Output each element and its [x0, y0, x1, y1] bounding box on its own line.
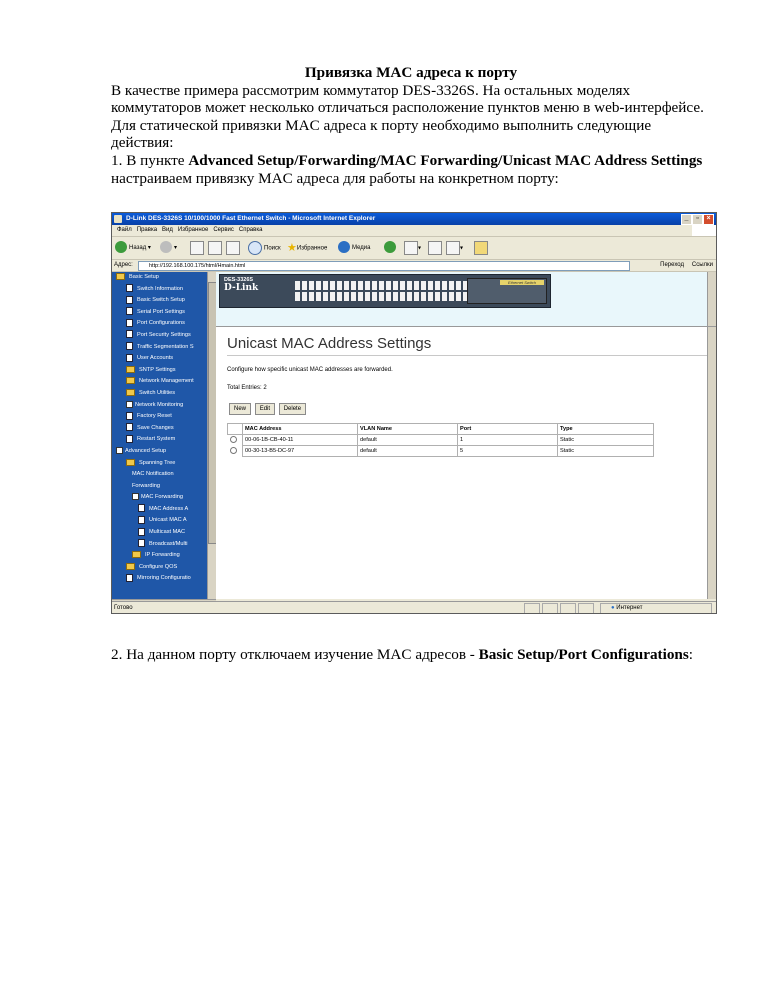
tree-item-label: Switch Information	[137, 285, 184, 292]
tree-item-label: Network Management	[139, 378, 194, 385]
device-model: DES-3326S	[224, 277, 254, 283]
menu-bar	[112, 225, 716, 237]
home-icon	[226, 241, 240, 255]
stop-icon	[190, 241, 204, 255]
tree-item[interactable]	[112, 481, 208, 493]
nav-scroll-thumb[interactable]	[208, 282, 216, 544]
tree-item-label: User Accounts	[137, 355, 174, 362]
folder-icon	[126, 389, 135, 396]
tree-item-label: Forwarding	[132, 482, 160, 489]
status-bar	[112, 601, 716, 614]
switch-side-panel	[467, 278, 547, 304]
history-button[interactable]	[384, 241, 398, 255]
folder-icon	[474, 241, 488, 255]
back-button[interactable]: Назад ▾	[115, 241, 151, 255]
device-brand: D-Link	[224, 283, 259, 293]
type-cell: Static	[558, 435, 654, 446]
tree-item-label: Mirroring Configuratio	[137, 575, 191, 582]
page-icon	[126, 284, 133, 292]
go-button[interactable]: Переход	[660, 262, 684, 268]
media-button[interactable]: Медиа	[338, 241, 370, 255]
row-select-radio[interactable]	[230, 436, 237, 443]
step-1-prefix: 1. В пункте	[111, 151, 189, 169]
instruction-paragraph: Для статической привязки MAC адреса к порту необходимо выполнить следующие действия:	[111, 116, 652, 152]
tree-item-label: Switch Utilities	[139, 389, 176, 396]
tree-item[interactable]	[112, 573, 208, 585]
table-row[interactable]	[228, 435, 654, 446]
tree-item[interactable]	[112, 411, 208, 423]
edit-icon	[446, 241, 460, 255]
tree-item-label: Broadcast/Multi	[149, 540, 188, 547]
tree-item[interactable]	[112, 515, 208, 527]
switch-ports	[295, 281, 467, 301]
back-arrow-icon	[115, 241, 127, 253]
tree-item-label: Basic Setup	[129, 274, 159, 280]
tree-item[interactable]	[112, 458, 208, 470]
forward-button[interactable]: ▾	[160, 241, 177, 255]
step-1-path: Advanced Setup/Forwarding/MAC Forwarding/Unicast MAC Address Settings	[188, 151, 703, 169]
refresh-icon	[208, 241, 222, 255]
tree-item[interactable]	[112, 365, 208, 377]
column-vlan-name: VLAN Name	[358, 424, 458, 435]
navigation-tree	[112, 272, 208, 585]
tree-item-label: Configure QOS	[139, 563, 178, 570]
address-label: Адрес:	[114, 262, 133, 268]
edit-button[interactable]: Edit	[255, 403, 275, 415]
mac-address-table	[227, 423, 654, 457]
address-bar	[112, 260, 716, 272]
nav-vertical-scrollbar[interactable]	[207, 272, 216, 599]
tree-item[interactable]	[112, 330, 208, 342]
close-icon[interactable]: ×	[703, 214, 714, 225]
tree-item-label: Serial Port Settings	[137, 308, 185, 315]
page-icon	[138, 528, 145, 536]
browser-window	[111, 212, 717, 614]
menu-item[interactable]: Избранное	[177, 227, 209, 233]
home-button[interactable]	[226, 241, 240, 255]
tree-item[interactable]	[112, 284, 208, 296]
status-cell	[542, 603, 558, 614]
edit-page-button[interactable]: ▾	[446, 241, 463, 255]
print-button[interactable]	[428, 241, 442, 255]
expand-box-icon	[132, 493, 139, 500]
tree-item[interactable]	[112, 562, 208, 574]
step-1-suffix: настраиваем привязку MAC адреса для работы на конкретном порту:	[111, 169, 559, 187]
content-frame	[216, 327, 716, 599]
tree-item[interactable]	[112, 388, 208, 400]
vlan-cell: default	[358, 435, 458, 446]
tree-item[interactable]	[112, 376, 208, 388]
status-cell	[578, 603, 594, 614]
device-frame-scrollbar[interactable]	[707, 272, 716, 326]
table-row[interactable]	[228, 446, 654, 457]
media-icon	[338, 241, 350, 253]
title-divider	[227, 355, 707, 356]
tree-item-label: Port Configurations	[137, 320, 185, 327]
page-icon	[126, 354, 133, 362]
page-icon	[126, 435, 133, 443]
status-text: Готово	[114, 605, 133, 611]
folder-icon	[126, 459, 135, 466]
stop-button[interactable]	[190, 241, 204, 255]
folder-icon	[126, 377, 135, 384]
tree-item[interactable]	[112, 423, 208, 435]
page-icon	[126, 423, 133, 431]
new-button[interactable]: New	[229, 403, 251, 415]
favorites-button[interactable]: ★Избранное	[287, 242, 328, 254]
step-2	[111, 646, 693, 664]
expand-box-icon	[126, 401, 133, 408]
ie-icon	[114, 215, 122, 223]
step-2-suffix: :	[688, 646, 694, 663]
step-2-prefix: 2. На данном порту отключаем изучение MAC адресов -	[111, 646, 479, 663]
menu-item[interactable]: Файл	[117, 227, 132, 233]
step-1	[111, 152, 711, 187]
tree-item-label: Advanced Setup	[125, 447, 167, 454]
tree-item-label: Basic Switch Setup	[137, 297, 185, 304]
type-cell: Static	[558, 446, 654, 457]
folder-icon	[116, 273, 125, 280]
address-input[interactable]: http://192.168.100.175/html/Hmain.html	[138, 261, 630, 271]
restore-icon[interactable]: ▫	[692, 214, 703, 225]
tree-item[interactable]	[112, 272, 208, 284]
total-entries: Total Entries: 2	[227, 385, 267, 391]
forward-arrow-icon	[160, 241, 172, 253]
tree-item[interactable]	[112, 446, 208, 458]
expand-box-icon	[116, 447, 123, 454]
window-title: D-Link DES-3326S 10/100/1000 Fast Ethernet Switch - Microsoft Internet Explorer	[126, 215, 376, 222]
tree-item-label: SNTP Settings	[139, 366, 176, 373]
tree-item-label: Save Changes	[137, 424, 174, 431]
mac-cell: 00-06-1B-CB-40-11	[243, 435, 358, 446]
page-icon	[126, 342, 133, 350]
tree-item-label: MAC Forwarding	[141, 494, 183, 501]
page-icon	[126, 296, 133, 304]
panel-label: Ethernet Switch	[500, 280, 544, 285]
window-titlebar	[112, 213, 716, 225]
tree-item[interactable]	[112, 469, 208, 481]
tree-item-label: IP Forwarding	[145, 552, 180, 559]
mac-cell: 00-30-13-B5-DC-97	[243, 446, 358, 457]
links-button[interactable]: Ссылки	[691, 262, 713, 268]
status-cell	[560, 603, 576, 614]
column-port: Port	[458, 424, 558, 435]
column-type: Type	[558, 424, 654, 435]
tree-item-label: Unicast MAC A	[149, 517, 187, 524]
page-icon	[138, 504, 145, 512]
port-cell: 5	[458, 446, 558, 457]
tree-item[interactable]	[112, 295, 208, 307]
windows-logo-icon	[692, 225, 716, 236]
mail-button[interactable]: ▾	[404, 241, 421, 255]
tree-item-label: Network Monitoring	[135, 401, 184, 408]
column-mac-address: MAC Address	[243, 424, 358, 435]
page-description: Configure how specific unicast MAC addresses are forwarded.	[227, 367, 393, 373]
tree-item[interactable]	[112, 353, 208, 365]
menu-item[interactable]: Сервис	[213, 227, 234, 233]
select-column-header	[228, 424, 243, 435]
page-icon	[126, 412, 133, 420]
minimize-icon[interactable]: _	[681, 214, 692, 225]
folder-icon	[126, 366, 135, 373]
page-icon	[126, 319, 133, 327]
content-frame-scrollbar[interactable]	[707, 327, 716, 599]
messenger-button[interactable]	[474, 241, 488, 255]
status-cell	[524, 603, 540, 614]
tree-item-label: MAC Address A	[149, 505, 189, 512]
toolbar	[112, 237, 716, 260]
tree-item[interactable]	[112, 342, 208, 354]
menu-item[interactable]: Справка	[238, 227, 263, 233]
tree-item-label: Multicast MAC	[149, 529, 186, 536]
page-icon	[126, 330, 133, 338]
tree-item-label: Restart System	[137, 436, 176, 443]
star-icon: ★	[287, 242, 297, 254]
folder-icon	[132, 551, 141, 558]
tree-item[interactable]	[112, 550, 208, 562]
switch-front-panel-image	[219, 274, 551, 308]
row-select-radio[interactable]	[230, 447, 237, 454]
search-button[interactable]: Поиск	[248, 241, 281, 255]
tree-item[interactable]	[112, 504, 208, 516]
document-title: Привязка MAC адреса к порту	[304, 64, 518, 81]
tree-item[interactable]	[112, 539, 208, 551]
print-icon	[428, 241, 442, 255]
history-icon	[384, 241, 396, 253]
action-buttons	[229, 403, 308, 415]
refresh-button[interactable]	[208, 241, 222, 255]
tree-item-label: Spanning Tree	[139, 459, 176, 466]
tree-item-label: Traffic Segmentation S	[137, 343, 194, 350]
page-icon	[138, 539, 145, 547]
folder-icon	[126, 563, 135, 570]
tree-item[interactable]	[112, 434, 208, 446]
tree-item[interactable]	[112, 318, 208, 330]
page-title: Unicast MAC Address Settings	[227, 335, 432, 352]
delete-button[interactable]: Delete	[279, 403, 306, 415]
vlan-cell: default	[358, 446, 458, 457]
step-2-path: Basic Setup/Port Configurations	[478, 646, 689, 663]
tree-item[interactable]	[112, 492, 208, 504]
device-frame	[216, 272, 716, 327]
menu-item[interactable]: Вид	[162, 227, 173, 233]
tree-item[interactable]	[112, 307, 208, 319]
navigation-frame	[112, 272, 216, 599]
page-icon	[126, 307, 133, 315]
tree-item[interactable]	[112, 527, 208, 539]
tree-item-label: Port Security Settings	[137, 331, 191, 338]
tree-item-label: MAC Notification	[132, 471, 174, 478]
tree-item[interactable]	[112, 400, 208, 412]
page-icon	[126, 574, 133, 582]
security-zone: ● Интернет	[600, 603, 712, 614]
port-cell: 1	[458, 435, 558, 446]
menu-item[interactable]: Правка	[136, 227, 158, 233]
tree-item-label: Factory Reset	[137, 413, 172, 420]
globe-icon: ●	[611, 605, 615, 611]
page-icon	[138, 516, 145, 524]
table-header-row	[228, 424, 654, 435]
intro-paragraph: В качестве примера рассмотрим коммутатор DES-3326S. На остальных моделях коммутаторов может несколько отличаться расположение пунктов меню в web-интерфейсе.	[111, 81, 704, 117]
mail-icon	[404, 241, 418, 255]
search-icon	[248, 241, 262, 255]
